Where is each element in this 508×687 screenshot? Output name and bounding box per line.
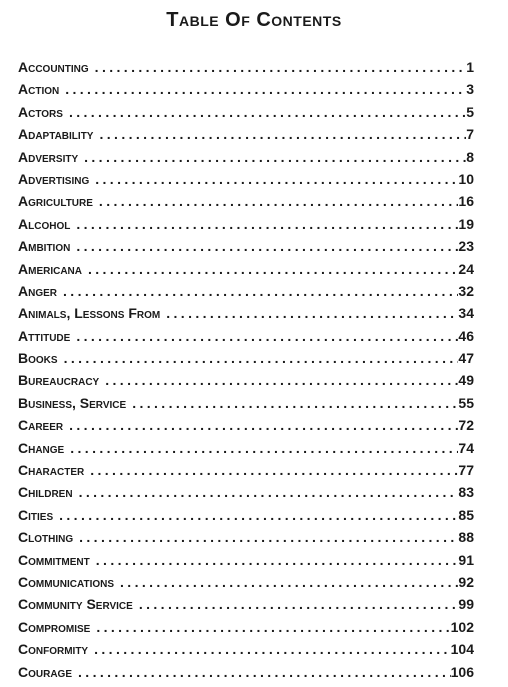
toc-entry[interactable] — [18, 526, 474, 548]
toc-entry-title: Agriculture — [18, 193, 93, 210]
toc-entry-title: Character — [18, 462, 85, 479]
toc-entry-page: 104 — [450, 641, 474, 658]
toc-entry-page: 10 — [458, 170, 474, 187]
toc-entry-title: Actors — [18, 103, 63, 120]
toc-entry-page: 46 — [458, 327, 474, 344]
dot-leader — [139, 593, 459, 615]
toc-entry-page: 49 — [458, 372, 474, 389]
dot-leader — [70, 437, 458, 459]
dot-leader — [79, 526, 458, 548]
toc-entry-title: Courage — [18, 663, 73, 680]
dot-leader — [105, 369, 458, 391]
dot-leader — [63, 280, 458, 302]
toc-entry[interactable] — [18, 347, 474, 369]
dot-leader — [69, 414, 458, 436]
toc-entry[interactable] — [18, 661, 474, 683]
toc-entry[interactable] — [18, 302, 474, 324]
toc-entry-page: 85 — [458, 506, 474, 523]
toc-entry-page: 47 — [458, 350, 474, 367]
toc-entry[interactable] — [18, 78, 474, 100]
toc-entry-title: Career — [18, 417, 64, 434]
toc-entry-page: 23 — [458, 238, 474, 255]
dot-leader — [59, 504, 458, 526]
dot-leader — [95, 56, 467, 78]
toc-entry-page: 74 — [458, 439, 474, 456]
dot-leader — [132, 392, 458, 414]
toc-entry-title: Cities — [18, 506, 54, 523]
dot-leader — [65, 78, 466, 100]
toc-entry-title: Compromise — [18, 618, 91, 635]
toc-entry[interactable] — [18, 325, 474, 347]
toc-entry-title: Community Service — [18, 596, 133, 613]
toc-entry-page: 91 — [458, 551, 474, 568]
toc-entry[interactable] — [18, 459, 474, 481]
dot-leader — [99, 123, 466, 145]
toc-entry[interactable] — [18, 56, 474, 78]
toc-entry[interactable] — [18, 593, 474, 615]
dot-leader — [69, 101, 466, 123]
dot-leader — [78, 661, 451, 683]
dot-leader — [99, 190, 459, 212]
dot-leader — [76, 213, 458, 235]
toc-entry-page: 8 — [466, 148, 474, 165]
toc-entry-title: Conformity — [18, 641, 89, 658]
dot-leader — [88, 258, 458, 280]
toc-entry[interactable] — [18, 549, 474, 571]
toc-entry-title: Action — [18, 81, 60, 98]
toc-entry[interactable] — [18, 616, 474, 638]
toc-entry-title: Attitude — [18, 327, 71, 344]
toc-entry[interactable] — [18, 392, 474, 414]
dot-leader — [90, 459, 458, 481]
toc-entry-page: 16 — [458, 193, 474, 210]
dot-leader — [120, 571, 458, 593]
toc-entry-title: Change — [18, 439, 65, 456]
toc-entry-title: Commitment — [18, 551, 90, 568]
toc-entry-title: Alcohol — [18, 215, 71, 232]
toc-entry-page: 7 — [466, 126, 474, 143]
dot-leader — [96, 616, 450, 638]
toc-entry-page: 102 — [450, 618, 474, 635]
toc-entry[interactable] — [18, 280, 474, 302]
toc-entry[interactable] — [18, 571, 474, 593]
toc-entry[interactable] — [18, 638, 474, 660]
toc-entry-title: Anger — [18, 282, 58, 299]
toc-entry-page: 32 — [458, 282, 474, 299]
toc-entry-title: Accounting — [18, 59, 89, 75]
toc-entry[interactable] — [18, 437, 474, 459]
dot-leader — [76, 325, 458, 347]
toc-entry-title: Communications — [18, 573, 115, 590]
toc-entry[interactable] — [18, 190, 474, 212]
toc-entry-page: 92 — [458, 573, 474, 590]
toc-entry[interactable] — [18, 481, 474, 503]
toc-entry-page: 77 — [458, 462, 474, 479]
toc-entry-page: 72 — [458, 417, 474, 434]
toc-entry-title: Books — [18, 350, 58, 367]
dot-leader — [94, 638, 451, 660]
toc-entry-title: Bureaucracy — [18, 372, 100, 389]
toc-entry-page: 3 — [466, 81, 474, 98]
dot-leader — [79, 481, 459, 503]
toc-entry-title: Ambition — [18, 238, 71, 255]
toc-entry-title: Business, Service — [18, 394, 127, 411]
dot-leader — [95, 168, 458, 190]
table-of-contents — [18, 56, 474, 683]
toc-entry-page: 88 — [458, 529, 474, 546]
toc-entry-page: 24 — [458, 260, 474, 277]
toc-entry-page: 19 — [458, 215, 474, 232]
toc-entry-page: 1 — [466, 59, 474, 75]
toc-entry-title: Adversity — [18, 148, 79, 165]
dot-leader — [76, 235, 458, 257]
page-title: Table Of Contents — [166, 9, 342, 31]
toc-entry[interactable] — [18, 168, 474, 190]
dot-leader — [166, 302, 458, 324]
toc-entry-title: Animals, Lessons From — [18, 305, 161, 322]
toc-entry-page: 34 — [458, 305, 474, 322]
toc-entry[interactable] — [18, 369, 474, 391]
toc-entry-page: 99 — [458, 596, 474, 613]
toc-entry-title: Advertising — [18, 170, 90, 187]
toc-entry[interactable] — [18, 123, 474, 145]
toc-entry-page: 55 — [458, 394, 474, 411]
toc-entry[interactable] — [18, 101, 474, 123]
toc-entry-title: Children — [18, 484, 73, 501]
toc-entry[interactable] — [18, 414, 474, 436]
toc-entry[interactable] — [18, 258, 474, 280]
dot-leader — [96, 549, 459, 571]
toc-entry-page: 106 — [450, 663, 474, 680]
toc-entry-page: 5 — [466, 103, 474, 120]
toc-entry-title: Clothing — [18, 529, 74, 546]
toc-entry-title: Adaptability — [18, 126, 94, 143]
toc-entry[interactable] — [18, 146, 474, 168]
toc-entry-page: 83 — [458, 484, 474, 501]
dot-leader — [64, 347, 459, 369]
toc-entry[interactable] — [18, 213, 474, 235]
toc-entry[interactable] — [18, 504, 474, 526]
toc-entry[interactable] — [18, 235, 474, 257]
dot-leader — [84, 146, 466, 168]
toc-entry-title: Americana — [18, 260, 82, 277]
